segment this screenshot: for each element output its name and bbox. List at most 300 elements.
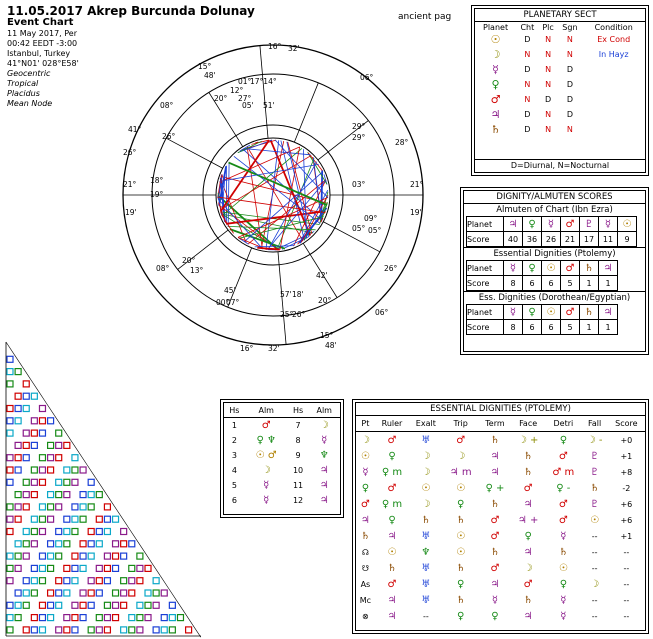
score-row-label: Score <box>467 276 504 291</box>
setting-geocentric: Geocentric <box>7 69 51 78</box>
ess-dign-row <box>356 448 645 464</box>
aspect-glyph <box>31 479 37 485</box>
score-value: 11 <box>599 232 618 247</box>
ess-dign-cell: ♀ <box>491 610 499 622</box>
aspect-glyph <box>23 406 29 412</box>
planetary-sect-panel <box>471 5 649 176</box>
aspect-glyph <box>48 504 54 510</box>
score-planet-glyph: ♂ <box>561 261 580 276</box>
aspect-glyph <box>48 455 54 461</box>
almuten-title: Almuten of Chart (Ibn Ezra) <box>496 205 613 215</box>
house-almuten-glyph: ♆ <box>319 450 329 461</box>
aspect-glyph <box>31 541 37 547</box>
house-almuten-table <box>224 403 340 508</box>
score-value: 36 <box>523 232 542 247</box>
outer-degree-label: 15° <box>320 331 334 340</box>
aspect-glyph <box>64 615 70 621</box>
aspect-glyph <box>121 590 127 596</box>
ess-dign-row <box>356 544 645 560</box>
sect-cell: D <box>524 35 531 44</box>
aspect-glyph <box>7 467 13 473</box>
score-value: 5 <box>561 276 580 291</box>
aspect-glyph <box>80 492 86 498</box>
aspect-glyph <box>48 442 54 448</box>
house-almuten-glyph: ☿ <box>321 435 328 446</box>
grid-diagonal <box>63 428 71 440</box>
ess-dign-point: ☊ <box>361 547 369 557</box>
outer-degree-label: 15° <box>198 62 212 71</box>
ess-dign-score: +1 <box>620 451 633 461</box>
dignity-scores-panel <box>460 187 649 355</box>
sect-row <box>475 107 645 122</box>
aspect-glyph <box>72 516 78 522</box>
outer-degree-label: 16° <box>240 344 254 353</box>
sect-row <box>475 32 645 47</box>
essential-dignities-panel <box>352 399 649 634</box>
grid-diagonal <box>79 453 87 465</box>
chart-wheel <box>120 35 425 355</box>
aspect-glyph <box>23 442 29 448</box>
score-planet-glyph: ♃ <box>599 305 618 320</box>
house-number: 2 <box>231 436 237 445</box>
sect-header: Plc <box>542 23 554 32</box>
grid-diagonal <box>112 502 120 514</box>
ess-dign-cell: ♃ <box>387 610 397 622</box>
aspect-glyph <box>104 565 110 571</box>
aspect-glyph <box>88 602 94 608</box>
house-almuten-row <box>224 448 340 463</box>
aspect-glyph <box>39 578 45 584</box>
ess-dign-cell: ☽ <box>523 562 533 574</box>
aspect-glyph <box>15 565 21 571</box>
aspect-glyph <box>31 430 37 436</box>
aspect-glyph <box>48 541 54 547</box>
aspect-glyph <box>7 418 13 424</box>
aspect-glyph <box>15 602 21 608</box>
sect-cell: D <box>566 95 573 104</box>
ess-dign-cell: ♃ <box>490 466 500 478</box>
ess-dign-cell: -- <box>591 547 598 557</box>
aspect-glyph <box>96 541 102 547</box>
ess-dign-table <box>356 416 645 624</box>
sect-cell: D <box>566 110 573 119</box>
planet-degree-label: 42' <box>316 271 328 280</box>
aspect-glyph <box>64 578 70 584</box>
aspect-glyph <box>56 553 62 559</box>
ess-dign-cell: ☿ <box>560 610 567 622</box>
aspect-glyph <box>72 479 78 485</box>
ess-dign-point: Mc <box>359 595 372 605</box>
ess-dign-point: ☉ <box>360 450 370 462</box>
planet-degree-label: 26° <box>162 132 176 141</box>
grid-diagonal <box>87 465 95 477</box>
aspect-glyph <box>121 553 127 559</box>
aspect-glyph <box>113 516 119 522</box>
outer-degree-label: 32' <box>268 344 280 353</box>
ess-dign-cell: ♇ <box>590 498 600 510</box>
score-value: 6 <box>542 320 561 335</box>
aspect-glyph <box>72 455 78 461</box>
score-value: 6 <box>523 276 542 291</box>
ess-dign-cell: ♄ <box>523 450 533 462</box>
score-planet-glyph: ♃ <box>599 261 618 276</box>
house-almuten-header: Hs <box>224 403 245 418</box>
aspect-glyph <box>39 627 45 633</box>
aspect-glyph <box>56 492 62 498</box>
doro-title: Ess. Dignities (Dorothean/Egyptian) <box>464 291 645 304</box>
aspect-glyph <box>56 590 62 596</box>
sect-cell: D <box>524 65 531 74</box>
ess-dign-cell: ♀ <box>559 578 568 590</box>
aspect-glyph <box>39 467 45 473</box>
aspect-glyph <box>15 492 21 498</box>
ess-dign-cell: -- <box>591 563 598 573</box>
aspect-glyph <box>153 627 159 633</box>
outer-degree-label: 06° <box>375 308 389 317</box>
chart-subtitle: Event Chart <box>7 17 74 28</box>
grid-diagonal <box>168 588 176 600</box>
planet-degree-label: 20° <box>182 256 196 265</box>
aspect-glyph <box>129 541 135 547</box>
house-almuten-panel <box>220 399 344 518</box>
aspect-glyph <box>113 553 119 559</box>
score-value: 5 <box>561 320 580 335</box>
house-almuten-glyph: ♃ <box>319 480 329 491</box>
sect-cell: D <box>566 80 573 89</box>
ess-dign-cell: ☽ <box>421 498 431 510</box>
aspect-glyph <box>161 590 167 596</box>
house-almuten-header: Hs <box>288 403 309 418</box>
ess-dign-cell: ♀ <box>457 498 465 510</box>
sect-cell <box>582 62 645 77</box>
score-value: 1 <box>599 276 618 291</box>
ess-dign-cell: ☽ <box>421 450 431 462</box>
sect-row <box>475 62 645 77</box>
ess-dign-score: +1 <box>620 531 633 541</box>
aspect-glyph <box>48 516 54 522</box>
ess-dign-cell: ♀ m <box>381 466 403 478</box>
aspect-glyph <box>31 615 37 621</box>
aspect-glyph <box>39 553 45 559</box>
aspect-glyph <box>64 627 70 633</box>
setting-placidus: Placidus <box>7 89 40 98</box>
sect-cell: N <box>545 50 552 59</box>
score-value: 26 <box>542 232 561 247</box>
aspect-glyph <box>80 504 86 510</box>
sect-table <box>475 23 645 137</box>
ess-dign-cell: ♄ <box>456 514 466 526</box>
grid-diagonal <box>152 563 160 575</box>
aspect-glyph <box>145 602 151 608</box>
ess-dign-cell: ♀ <box>457 610 465 622</box>
ess-dign-cell: ♇ <box>590 466 600 478</box>
aspect-glyph <box>137 553 143 559</box>
aspect-glyph <box>137 615 143 621</box>
time-line: 00:42 EEDT -3:00 <box>7 39 78 48</box>
sect-header: Condition <box>594 23 633 32</box>
aspect-glyph <box>104 627 110 633</box>
ess-dign-cell: ☿ <box>560 594 567 606</box>
sect-cell: D <box>566 65 573 74</box>
house-almuten-glyph: ♃ <box>319 495 329 506</box>
sect-cell: N <box>566 125 573 134</box>
aspect-glyph <box>153 578 159 584</box>
chart-title-text: 11.05.2017 Akrep Burcunda Dolunay <box>7 4 255 18</box>
sect-cell <box>582 92 645 107</box>
ess-dign-cell: ♂ <box>387 434 397 446</box>
planet-degree-label: 57' <box>280 290 292 299</box>
aspect-glyph <box>23 504 29 510</box>
planet-degree-label: 07° <box>226 298 240 307</box>
house-almuten-header: Alm <box>308 403 340 418</box>
ess-dign-cell: ♃ <box>523 546 533 558</box>
ess-dign-cell: ♅ <box>421 578 431 590</box>
outer-degree-label: 26° <box>384 264 398 273</box>
aspect-glyph <box>129 565 135 571</box>
ess-dign-cell: -- <box>591 611 598 621</box>
grid-diagonal <box>30 379 38 391</box>
grid-diagonal <box>176 600 184 612</box>
house-almuten-glyph: ☽ <box>261 465 271 476</box>
aspect-glyph <box>23 479 29 485</box>
ess-dign-cell: ♂ <box>490 562 500 574</box>
planet-degree-label: 19° <box>150 190 164 199</box>
aspect-glyph <box>96 615 102 621</box>
aspect-glyph <box>48 565 54 571</box>
aspect-glyph <box>72 467 78 473</box>
planet-degree-label: 20° <box>318 296 332 305</box>
aspect-glyph <box>64 516 70 522</box>
aspect-glyph <box>48 615 54 621</box>
aspect-glyph <box>31 529 37 535</box>
house-almuten-row <box>224 433 340 448</box>
sect-header: Cht <box>520 23 535 32</box>
sect-cell <box>582 107 645 122</box>
template-name: ancient pag <box>398 12 452 22</box>
ess-dign-cell: ♀ m <box>381 498 403 510</box>
sect-header: Sgn <box>562 23 578 32</box>
aspect-glyph <box>121 529 127 535</box>
grid-diagonal <box>38 391 46 403</box>
sect-row <box>475 122 645 137</box>
score-value: 8 <box>504 276 523 291</box>
aspect-glyph <box>31 467 37 473</box>
house-number: 7 <box>295 421 301 430</box>
grid-diagonal <box>120 514 128 526</box>
sect-row <box>475 47 645 62</box>
score-value: 1 <box>580 276 599 291</box>
sect-planet-glyph: ♃ <box>490 108 501 121</box>
sect-cell: N <box>545 35 552 44</box>
aspect-glyph <box>56 504 62 510</box>
ess-dign-row <box>356 528 645 544</box>
house-number: 1 <box>231 421 237 430</box>
aspect-glyph <box>23 541 29 547</box>
aspect-glyph <box>153 590 159 596</box>
aspect-glyph <box>48 492 54 498</box>
ess-dign-cell: -- <box>591 531 598 541</box>
aspect-glyph <box>72 578 78 584</box>
grid-diagonal <box>160 576 168 588</box>
ess-dign-cell: ☉ <box>590 514 600 526</box>
doro-score-table <box>466 304 618 335</box>
aspect-glyph <box>137 578 143 584</box>
aspect-glyph <box>129 578 135 584</box>
sect-cell: N <box>524 95 531 104</box>
aspect-glyph <box>39 602 45 608</box>
sect-planet-glyph: ♄ <box>490 123 501 136</box>
aspect-glyph <box>39 516 45 522</box>
planet-degree-label: 26° <box>292 310 306 319</box>
aspect-glyph <box>145 565 151 571</box>
aspect-glyph <box>96 578 102 584</box>
sect-cell: N <box>566 50 573 59</box>
ess-dign-cell: ♃ + <box>517 514 539 526</box>
aspect-glyph <box>80 615 86 621</box>
house-number: 10 <box>292 466 304 475</box>
ess-dign-title: ESSENTIAL DIGNITIES (PTOLEMY) <box>356 403 645 416</box>
ess-dign-header: Fall <box>582 416 608 432</box>
aspect-glyph <box>15 442 21 448</box>
aspect-glyph <box>15 369 21 375</box>
house-number: 6 <box>231 496 237 505</box>
ess-dign-row <box>356 480 645 496</box>
aspect-glyph <box>137 602 143 608</box>
outer-degree-label: 08° <box>156 264 170 273</box>
score-planet-glyph: ♄ <box>580 261 599 276</box>
aspect-glyph <box>137 627 143 633</box>
aspect-glyph <box>153 602 159 608</box>
score-row-label: Planet <box>467 261 504 276</box>
score-planet-glyph: ☿ <box>504 261 523 276</box>
ess-dign-row <box>356 496 645 512</box>
aspect-glyph <box>15 516 21 522</box>
house-almuten-glyph: ☉ ♂ <box>255 450 277 461</box>
sect-planet-glyph: ☉ <box>490 33 501 46</box>
ess-title: Essential Dignities (Ptolemy) <box>464 247 645 260</box>
aspect-glyph <box>15 504 21 510</box>
almuten-table <box>466 216 637 247</box>
aspect-glyph <box>113 590 119 596</box>
ess-dign-header: Exalt <box>409 416 442 432</box>
sect-cell: In Hayz <box>598 50 629 59</box>
house-almuten-glyph: ☿ <box>263 480 270 491</box>
score-value: 9 <box>618 232 637 247</box>
aspect-glyph <box>80 602 86 608</box>
aspect-glyph <box>96 492 102 498</box>
ess-dign-row <box>356 608 645 624</box>
sect-cell: D <box>524 125 531 134</box>
sect-cell: Ex Cond <box>597 35 631 44</box>
aspect-glyph <box>129 627 135 633</box>
score-planet-glyph: ☉ <box>618 217 637 232</box>
sect-planet-glyph: ♂ <box>490 93 501 106</box>
ess-dign-cell: ☿ <box>491 594 499 606</box>
chart-title <box>7 4 255 28</box>
ess-dign-header: Ruler <box>375 416 409 432</box>
aspect-glyph <box>56 442 62 448</box>
score-planet-glyph: ♄ <box>580 305 599 320</box>
planet-degree-label: 05° <box>352 224 366 233</box>
sect-cell: D <box>544 95 552 104</box>
aspect-glyph <box>72 504 78 510</box>
dignity-title: DIGNITY/ALMUTEN SCORES <box>464 191 645 204</box>
aspect-glyph <box>39 479 45 485</box>
ess-dign-row <box>356 432 645 449</box>
aspect-glyph <box>15 615 21 621</box>
aspect-glyph <box>104 615 110 621</box>
sect-cell: N <box>524 80 531 89</box>
ess-dign-cell: ☉ <box>558 562 568 574</box>
score-planet-glyph: ♇ <box>580 217 599 232</box>
chart-info <box>7 29 79 109</box>
aspect-glyph <box>31 578 37 584</box>
score-row-label: Score <box>467 232 504 247</box>
aspect-glyph <box>161 627 167 633</box>
aspect-glyph <box>121 578 127 584</box>
aspect-glyph <box>7 615 13 621</box>
ess-dign-cell: ♂ <box>558 498 568 510</box>
planet-degree-label: 51' <box>263 101 275 110</box>
ess-dign-cell: ♃ <box>523 610 533 622</box>
ess-dign-cell: ♅ <box>421 562 431 574</box>
score-planet-glyph: ☿ <box>599 217 618 232</box>
ess-dign-cell: ♄ <box>456 594 466 606</box>
ess-dign-point: ⊗ <box>362 611 369 621</box>
ess-dign-point: ♀ <box>361 482 370 494</box>
outer-degree-label: 19' <box>410 208 422 217</box>
aspect-glyph <box>7 627 13 633</box>
outer-degree-label: 06° <box>360 73 374 82</box>
planet-degree-label: 05° <box>368 226 382 235</box>
aspect-grid-cells <box>6 342 201 637</box>
ess-dign-cell: ♆ <box>421 546 431 558</box>
ess-dign-header: Score <box>608 416 645 432</box>
ess-dign-cell: ☽ <box>456 450 466 462</box>
ess-dign-cell: -- <box>591 595 598 605</box>
house-almuten-row <box>224 418 340 434</box>
planet-degree-label: 20° <box>214 94 228 103</box>
score-value: 6 <box>523 320 542 335</box>
aspect-glyph <box>104 578 110 584</box>
aspect-glyph <box>169 627 175 633</box>
aspect-glyph <box>15 418 21 424</box>
aspect-glyph <box>39 430 45 436</box>
score-value: 1 <box>599 320 618 335</box>
planet-degree-label: 18° <box>150 176 164 185</box>
planet-degree-label: 29° <box>352 122 366 131</box>
grid-diagonal <box>14 354 22 366</box>
aspect-glyph <box>186 627 192 633</box>
aspect-glyph <box>96 627 102 633</box>
aspect-glyph <box>23 602 29 608</box>
aspect-glyph <box>31 590 37 596</box>
aspect-glyph <box>7 381 13 387</box>
outer-degree-label: 48' <box>325 341 337 350</box>
aspect-glyph <box>7 369 13 375</box>
planet-degree-label: 25° <box>280 310 294 319</box>
grid-diagonal <box>6 342 14 354</box>
ess-dign-cell: ♄ <box>523 466 533 478</box>
sect-cell: N <box>545 65 552 74</box>
date-line: 11 May 2017, Per <box>7 29 77 38</box>
ess-dign-header: Pt <box>356 416 375 432</box>
aspect-glyph <box>104 529 110 535</box>
aspect-glyph <box>23 492 29 498</box>
house-number: 5 <box>231 481 237 490</box>
aspect-glyph <box>80 590 86 596</box>
aspect-glyph <box>23 455 29 461</box>
